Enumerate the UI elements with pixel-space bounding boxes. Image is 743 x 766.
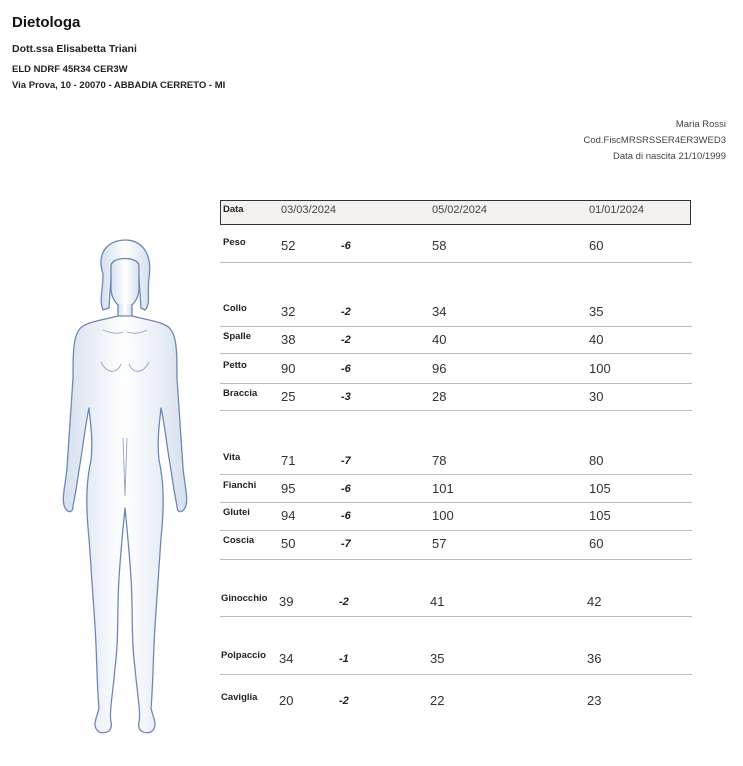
value-peso-3: 60 bbox=[589, 238, 604, 253]
value-braccia-2: 28 bbox=[432, 389, 447, 404]
value-glutei-2: 100 bbox=[432, 508, 454, 523]
doctor-address: Via Prova, 10 - 20070 - ABBADIA CERRETO - MI bbox=[12, 80, 226, 91]
row-label-fianchi: Fianchi bbox=[223, 480, 257, 491]
row-label-vita: Vita bbox=[223, 452, 241, 463]
delta-collo: -2 bbox=[341, 306, 351, 318]
value-collo-2: 34 bbox=[432, 304, 447, 319]
row-label-spalle: Spalle bbox=[223, 331, 251, 342]
row-label-peso: Peso bbox=[223, 237, 246, 248]
delta-coscia: -7 bbox=[341, 538, 351, 550]
date-header-3: 01/01/2024 bbox=[589, 204, 645, 216]
value-petto-1: 90 bbox=[281, 361, 296, 376]
value-peso-2: 58 bbox=[432, 238, 447, 253]
row-divider bbox=[220, 383, 692, 384]
value-spalle-1: 38 bbox=[281, 332, 296, 347]
row-label-coscia: Coscia bbox=[223, 535, 255, 546]
row-label-caviglia: Caviglia bbox=[221, 692, 258, 703]
value-polpaccio-3: 36 bbox=[587, 651, 602, 666]
value-spalle-2: 40 bbox=[432, 332, 447, 347]
row-divider bbox=[220, 502, 692, 503]
value-caviglia-2: 22 bbox=[430, 693, 445, 708]
patient-name: Maria Rossi bbox=[675, 119, 726, 130]
value-polpaccio-1: 34 bbox=[279, 651, 294, 666]
value-ginocchio-1: 39 bbox=[279, 594, 294, 609]
delta-fianchi: -6 bbox=[341, 483, 351, 495]
value-vita-2: 78 bbox=[432, 453, 447, 468]
body-figure-illustration bbox=[55, 238, 195, 743]
row-label-polpaccio: Polpaccio bbox=[221, 650, 266, 661]
row-divider bbox=[220, 674, 692, 675]
patient-birth-date: Data di nascita 21/10/1999 bbox=[612, 151, 726, 162]
row-divider bbox=[220, 326, 692, 327]
page-title: Dietologa bbox=[12, 14, 81, 31]
row-divider bbox=[220, 530, 692, 531]
delta-spalle: -2 bbox=[341, 334, 351, 346]
value-spalle-3: 40 bbox=[589, 332, 604, 347]
patient-tax-code: Cod.FiscMRSRSSER4ER3WED3 bbox=[583, 135, 726, 146]
value-fianchi-3: 105 bbox=[589, 481, 611, 496]
delta-polpaccio: -1 bbox=[339, 653, 349, 665]
value-fianchi-2: 101 bbox=[432, 481, 454, 496]
value-collo-3: 35 bbox=[589, 304, 604, 319]
value-vita-3: 80 bbox=[589, 453, 604, 468]
value-peso-1: 52 bbox=[281, 238, 296, 253]
date-header-1: 03/03/2024 bbox=[281, 204, 337, 216]
row-divider bbox=[220, 616, 692, 617]
row-divider bbox=[220, 559, 692, 560]
value-caviglia-3: 23 bbox=[587, 693, 602, 708]
value-petto-2: 96 bbox=[432, 361, 447, 376]
delta-vita: -7 bbox=[341, 455, 351, 467]
value-fianchi-1: 95 bbox=[281, 481, 296, 496]
row-divider bbox=[220, 410, 692, 411]
row-label-petto: Petto bbox=[223, 360, 247, 371]
value-braccia-3: 30 bbox=[589, 389, 604, 404]
value-glutei-1: 94 bbox=[281, 508, 296, 523]
value-coscia-1: 50 bbox=[281, 536, 296, 551]
value-braccia-1: 25 bbox=[281, 389, 296, 404]
value-ginocchio-3: 42 bbox=[587, 594, 602, 609]
value-polpaccio-2: 35 bbox=[430, 651, 445, 666]
delta-ginocchio: -2 bbox=[339, 596, 349, 608]
value-petto-3: 100 bbox=[589, 361, 611, 376]
row-label-braccia: Braccia bbox=[223, 388, 258, 399]
value-glutei-3: 105 bbox=[589, 508, 611, 523]
delta-caviglia: -2 bbox=[339, 695, 349, 707]
date-header-2: 05/02/2024 bbox=[432, 204, 488, 216]
delta-glutei: -6 bbox=[341, 510, 351, 522]
delta-peso: -6 bbox=[341, 240, 351, 252]
row-label-ginocchio: Ginocchio bbox=[221, 593, 268, 604]
row-label-collo: Collo bbox=[223, 303, 247, 314]
value-coscia-2: 57 bbox=[432, 536, 447, 551]
row-label-glutei: Glutei bbox=[223, 507, 250, 518]
row-divider bbox=[220, 353, 692, 354]
doctor-name: Dott.ssa Elisabetta Triani bbox=[12, 43, 137, 55]
date-column-label: Data bbox=[223, 204, 244, 215]
row-divider bbox=[220, 262, 692, 263]
doctor-tax-code: ELD NDRF 45R34 CER3W bbox=[12, 64, 128, 75]
value-ginocchio-2: 41 bbox=[430, 594, 445, 609]
value-collo-1: 32 bbox=[281, 304, 296, 319]
delta-petto: -6 bbox=[341, 363, 351, 375]
value-vita-1: 71 bbox=[281, 453, 296, 468]
delta-braccia: -3 bbox=[341, 391, 351, 403]
patient-info bbox=[583, 117, 726, 165]
row-divider bbox=[220, 474, 692, 475]
value-caviglia-1: 20 bbox=[279, 693, 294, 708]
value-coscia-3: 60 bbox=[589, 536, 604, 551]
